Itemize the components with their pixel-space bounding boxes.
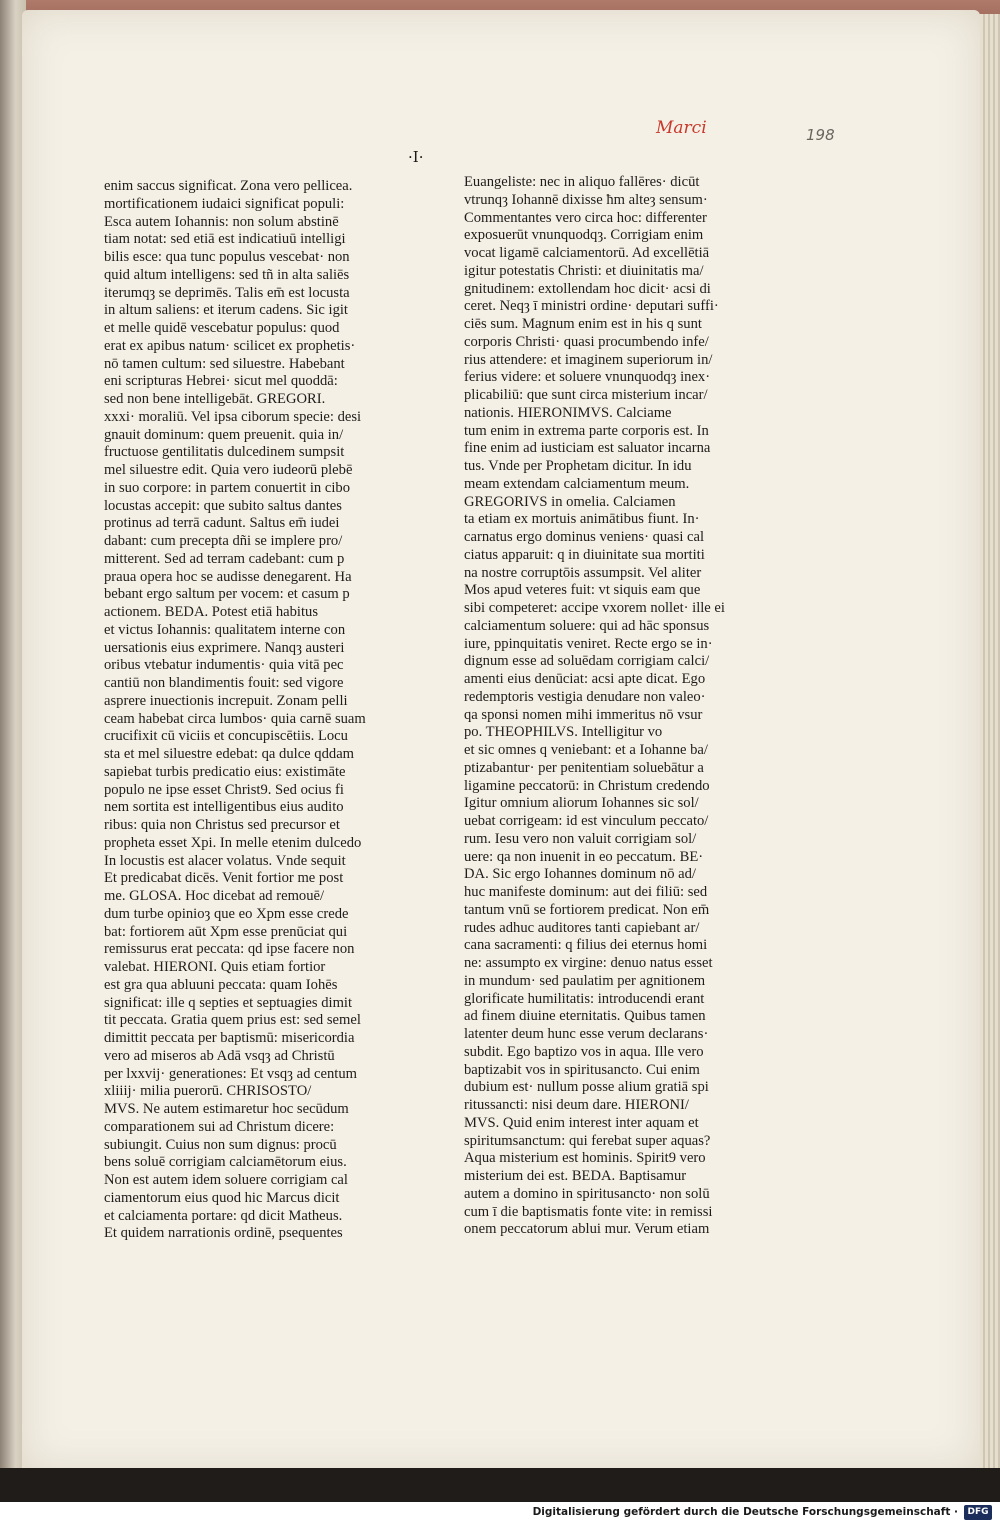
text-line: tit peccata. Gratia quem prius est: sed semel [104, 1012, 361, 1029]
text-line: locustas accepit: que subito saltus dantes [104, 497, 342, 514]
text-line: Mos apud veteres fuit: vt siquis eam que [464, 582, 701, 599]
signature-mark: ·I· [408, 148, 424, 166]
text-line: bilis esce: qua tunc populus vescebat· non [104, 249, 350, 265]
text-line: spiritumsanctum: qui ferebat super aquas? [464, 1132, 711, 1149]
text-line: Esca autem Iohannis: non solum abstinē [104, 213, 339, 230]
text-line: igitur potestatis Christi: et diuinitatis ma/ [464, 262, 704, 279]
folio-number: 198 [806, 126, 835, 144]
text-line: nem sortita est intelligentibus eius audito [104, 799, 344, 816]
scanner-background [0, 1468, 1000, 1502]
text-line: ta etiam ex mortuis animātibus fiunt. In· [464, 511, 700, 528]
text-line: propheta esset Xpi. In melle etenim dulcedo [104, 834, 362, 851]
digitization-footer [0, 1502, 1000, 1524]
text-line: significat: ille q septies et septuagies dimit [104, 994, 353, 1011]
text-line: praua opera hoc se audisse denegarent. Ha [104, 568, 352, 585]
text-line: dimittit peccata per baptismū: misericordia [104, 1030, 355, 1046]
text-line: latenter deum hunc esse verum declarans· [464, 1026, 709, 1042]
text-line: ptizabantur· per penitentiam soluebātur a [464, 759, 704, 776]
text-line: et sic omnes q veniebant: et a Iohanne ba/ [464, 742, 708, 758]
text-line: gnitudinem: extollendam hoc dicit· acsi di [464, 280, 711, 297]
text-column-right [464, 174, 748, 1239]
text-line: ciatus apparuit: q in diuinitate sua mortiti [464, 546, 705, 563]
text-line: in suo corpore: in partem conuertit in cibo [104, 479, 350, 496]
text-line: Et quidem narrationis ordinē, psequentes [104, 1225, 343, 1242]
text-line: exposuerūt vnunquodqȝ. Corrigiam enim [464, 227, 704, 244]
text-line: MVS. Ne autem estimaretur hoc secūdum [104, 1101, 349, 1117]
text-line: dum turbe opinioȝ que eo Xpm esse crede [104, 905, 349, 922]
running-head: Marci [656, 118, 707, 138]
text-line: Non est autem idem soluere corrigiam cal [104, 1172, 348, 1188]
text-line: subiungit. Cuius non sum dignus: procū [104, 1136, 337, 1153]
text-line: ceam habebat circa lumbos· quia carnē suam [104, 710, 366, 727]
text-line: me. GLOSA. Hoc dicebat ad remouē/ [104, 888, 325, 904]
text-line: dignum esse ad soluēdam corrigiam calci/ [464, 653, 710, 670]
text-line: Igitur omnium aliorum Iohannes sic sol/ [464, 795, 699, 812]
text-line: bebant ergo saltum per vocem: et casum p [104, 586, 350, 603]
text-line: remissurus erat peccata: qd ipse facere non [104, 941, 355, 958]
text-line: et calciamenta portare: qd dicit Matheus. [104, 1207, 343, 1224]
text-line: cantiū non blandimentis fouit: sed vigore [104, 675, 344, 691]
text-line: protinus ad terrā cadunt. Saltus em̄ iudei [104, 515, 340, 532]
text-line: et melle quidē vescebatur populus: quod [104, 320, 340, 336]
text-line: comparationem sui ad Christum dicere: [104, 1118, 335, 1135]
text-line: eni scripturas Hebrei· sicut mel quoddā: [104, 373, 338, 390]
text-line: sed non bene intelligebāt. GREGORI. [104, 391, 326, 407]
text-line: tiam notat: sed etiā est indicatiuū intelligi [104, 231, 346, 248]
text-line: misterium dei est. BEDA. Baptisamur [464, 1168, 687, 1184]
text-line: dabant: cum precepta dñi se implere pro/ [104, 533, 343, 549]
text-line: glorificate humilitatis: introducendi erant [464, 990, 705, 1007]
text-line: rum. Iesu vero non valuit corrigiam sol/ [464, 830, 697, 847]
text-line: mitterent. Sed ad terram cadebant: cum p [104, 550, 345, 567]
text-line: oribus vtebatur indumentis· quia vitā pec [104, 657, 344, 674]
text-line: sta et mel siluestre edebat: qa dulce qddam [104, 746, 355, 762]
text-line: ciēs sum. Magnum enim est in his q sunt [464, 316, 702, 332]
text-line: subdit. Ego baptizo vos in aqua. Ille vero [464, 1043, 704, 1060]
text-column-left [104, 178, 388, 1243]
text-line: vtrunqȝ Iohannē dixisse ħm alteȝ sensum· [464, 191, 708, 208]
text-line: MVS. Quid enim interest inter aquam et [464, 1114, 699, 1131]
text-line: nō tamen cultum: sed siluestre. Habebant [104, 355, 345, 372]
text-line: cum ī die baptismatis fonte vite: in remissi [464, 1203, 713, 1220]
text-line: et victus Iohannis: qualitatem interne con [104, 621, 346, 638]
text-line: tum enim in extrema parte corporis est. In [464, 422, 709, 439]
text-line: mel siluestre edit. Quia vero iudeorū plebē [104, 462, 353, 478]
text-line: crucifixit cū viciis et concupiscētiis. Locu [104, 728, 348, 745]
text-line: ciamentorum eius quod hic Marcus dicit [104, 1189, 340, 1206]
text-line: populo ne ipse esset Christ9. Sed ocius fi [104, 781, 344, 798]
text-line: dubium est· nullum posse alium gratiā spi [464, 1079, 709, 1096]
text-line: fructuose gentilitatis dulcedinem sumpsit [104, 444, 345, 461]
text-line: in mundum· sed paulatim per agnitionem [464, 972, 706, 989]
text-line: In locustis est alacer volatus. Vnde sequit [104, 852, 346, 869]
text-line: tantum vnū se fortiorem predicat. Non em̄ [464, 901, 710, 918]
text-line: sapiebat turbis predicatio eius: existimāte [104, 763, 346, 780]
text-line: rius attendere: et imaginem superiorum in/ [464, 351, 713, 368]
text-line: ritussancti: nisi deum dare. HIERONI/ [464, 1097, 689, 1113]
text-line: onem peccatorum ablui mur. Verum etiam [464, 1221, 710, 1238]
text-line: gnauit dominum: quem preuenit. quia in/ [104, 426, 344, 443]
text-line: ne: assumpto ex virgine: denuo natus esset [464, 955, 713, 971]
text-line: qa sponsi nomen mihi immeritus nō vsur [464, 706, 703, 723]
text-line: rudes adhuc auditores tanti capiebant ar/ [464, 919, 700, 936]
text-line: vero ad miseros ab Adā vsqȝ ad Christū [104, 1047, 335, 1064]
text-line: autem a domino in spiritusancto· non solū [464, 1185, 710, 1202]
text-line: tus. Vnde per Prophetam dicitur. In idu [464, 458, 692, 474]
text-line: actionem. BEDA. Potest etiā habitus [104, 604, 319, 620]
text-line: ribus: quia non Christus sed precursor et [104, 817, 340, 833]
text-line: enim saccus significat. Zona vero pellicea. [104, 178, 353, 194]
text-line: GREGORIVS in omelia. Calciamen [464, 493, 676, 510]
text-line: iterumqȝ se deprimēs. Talis em̄ est locusta [104, 284, 350, 301]
text-line: mortificationem iudaici significat populi: [104, 195, 345, 212]
text-line: in altum saliens: et iterum cadens. Sic igit [104, 302, 348, 319]
text-line: uere: qa non inuenit in eo peccatum. BE· [464, 848, 704, 865]
text-line: vocat ligamē calciamentorū. Ad excellētiā [464, 245, 710, 261]
text-line: Aqua misterium est hominis. Spirit9 vero [464, 1150, 706, 1167]
text-line: DA. Sic ergo Iohannes dominum nō ad/ [464, 866, 696, 883]
text-line: meam extendam calciamentum meum. [464, 475, 690, 492]
text-line: amenti eius denūciat: acsi apte dicat. Ego [464, 671, 706, 687]
text-line: redemptoris vestigia denudare non valeo· [464, 688, 706, 705]
text-line: huc manifeste dominum: aut dei filiū: sed [464, 884, 708, 900]
text-line: bens soluē corrigiam calciamētorum eius. [104, 1154, 347, 1171]
text-line: erat ex apibus natum· scilicet ex prophetis· [104, 337, 356, 354]
text-line: po. THEOPHILVS. Intelligitur vo [464, 724, 663, 741]
text-line: cana sacramenti: q filius dei eternus homi [464, 937, 708, 954]
text-line: uersationis eius exprimere. Nanqȝ austeri [104, 639, 345, 656]
text-line: bat: fortiorem aūt Xpm esse prenūciat qui [104, 923, 348, 940]
text-line: corporis Christi· quasi procumbendo infe/ [464, 333, 709, 350]
text-line: quid altum intelligens: sed tñ in alta saliēs [104, 266, 350, 283]
funding-credit: Digitalisierung gefördert durch die Deutsche Forschungsgemeinschaft · [532, 1506, 958, 1518]
text-line: valebat. HIERONI. Quis etiam fortior [104, 959, 326, 975]
text-line: ad finem diuine eternitatis. Quibus tamen [464, 1008, 706, 1025]
text-line: per lxxvij· generationes: Et vsqȝ ad centum [104, 1065, 357, 1082]
text-line: nationis. HIERONIMVS. Calciame [464, 404, 672, 421]
text-line: asprere inuectionis increpuit. Zonam pelli [104, 692, 348, 709]
text-line: xxxi· moraliū. Vel ipsa ciborum specie: desi [104, 408, 362, 425]
text-line: ceret. Neqȝ ī ministri ordine· deputari suffi· [464, 298, 719, 315]
text-line: xliiij· milia puerorū. CHRISOSTO/ [104, 1083, 312, 1100]
text-line: ligamine peccatorū: in Christum credendo [464, 777, 710, 794]
text-line: fine enim ad iusticiam est saluator incarna [464, 440, 711, 457]
dfg-logo-icon: DFG [964, 1505, 992, 1520]
text-line: calciamentum soluere: qui ad hāc sponsus [464, 617, 710, 634]
text-line: uebat corrigeam: id est vinculum peccato/ [464, 813, 709, 829]
text-line: Et predicabat dicēs. Venit fortior me post [104, 870, 344, 887]
text-line: plicabiliū: que sunt circa misterium incar/ [464, 387, 708, 403]
text-line: iure, ppinquitatis veniret. Recte ergo se in· [464, 635, 713, 652]
text-line: sibi competeret: accipe vxorem nollet· ille ei [464, 600, 725, 616]
text-line: Commentantes vero circa hoc: differenter [464, 209, 707, 226]
text-line: ferius videre: et soluere vnunquodqȝ inex· [464, 369, 711, 386]
text-line: baptizabit vos in spiritusancto. Cui enim [464, 1061, 700, 1078]
text-line: Euangeliste: nec in aliquo fallēres· dicūt [464, 174, 700, 190]
text-line: na nostre corruptōis assumpsit. Vel aliter [464, 564, 702, 581]
text-line: carnatus ergo dominus veniens· quasi cal [464, 529, 705, 545]
text-line: est gra qua abluuni peccata: quam Iohēs [104, 976, 338, 993]
